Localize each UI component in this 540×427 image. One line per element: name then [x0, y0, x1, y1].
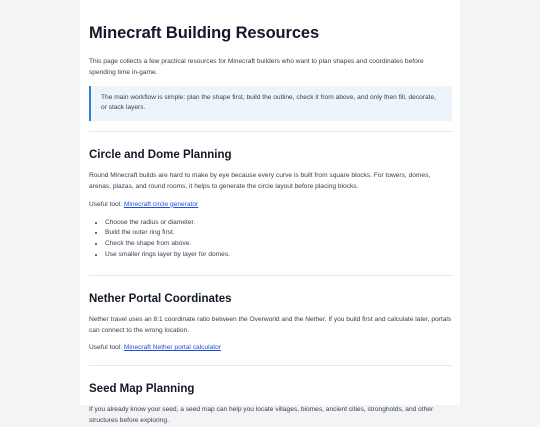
list-item: • Choose the radius or diameter.	[105, 218, 452, 229]
list-item: • Check the shape from above.	[105, 239, 452, 250]
section-divider	[89, 365, 452, 366]
intro-paragraph: This page collects a few practical resources for Minecraft builders who want to plan shapes and coordinates before spending time in-game.	[89, 58, 424, 76]
seed-heading: Seed Map Planning	[89, 383, 195, 396]
circle-section	[89, 149, 452, 261]
workflow-callout: The main workflow is simple: plan the shape first, build the outline, check it from above, and only then fill, decorate, or stack layers.	[89, 86, 452, 122]
section-divider	[89, 275, 452, 276]
nether-section	[89, 293, 452, 354]
section-divider	[89, 131, 452, 132]
page-title: Minecraft Building Resources	[89, 24, 320, 42]
circle-steps-list	[89, 218, 452, 261]
content-page	[80, 0, 460, 424]
seed-body: If you already know your seed, a seed map can help you locate villages, biomes, ancient cities, strongholds, and other structures before exploring.	[89, 406, 434, 424]
circle-tool-line	[89, 200, 452, 211]
list-item: • Build the outer ring first.	[105, 228, 452, 239]
nether-body: Nether travel uses an 8:1 coordinate ratio between the Overworld and the Nether. If you build first and calculate later, portals can connect to the wrong location.	[89, 315, 452, 334]
tool-prefix: Useful tool:	[89, 200, 124, 208]
circle-generator-link[interactable]: Minecraft circle generator	[123, 200, 199, 208]
list-item: • Use smaller rings layer by layer for domes.	[105, 250, 452, 261]
circle-body: Round Minecraft builds are hard to make by eye because every curve is built from square blocks. For towers, domes, arenas, plazas, and round rooms, it helps to generate the circle layout before placing blocks.	[89, 172, 431, 190]
nether-calculator-link[interactable]: Minecraft Nether portal calculator	[123, 344, 221, 352]
nether-tool-line	[89, 343, 452, 354]
seed-section	[89, 383, 452, 427]
tool-prefix: Useful tool:	[89, 344, 124, 352]
nether-heading: Nether Portal Coordinates	[89, 292, 232, 305]
circle-heading: Circle and Dome Planning	[89, 149, 232, 162]
